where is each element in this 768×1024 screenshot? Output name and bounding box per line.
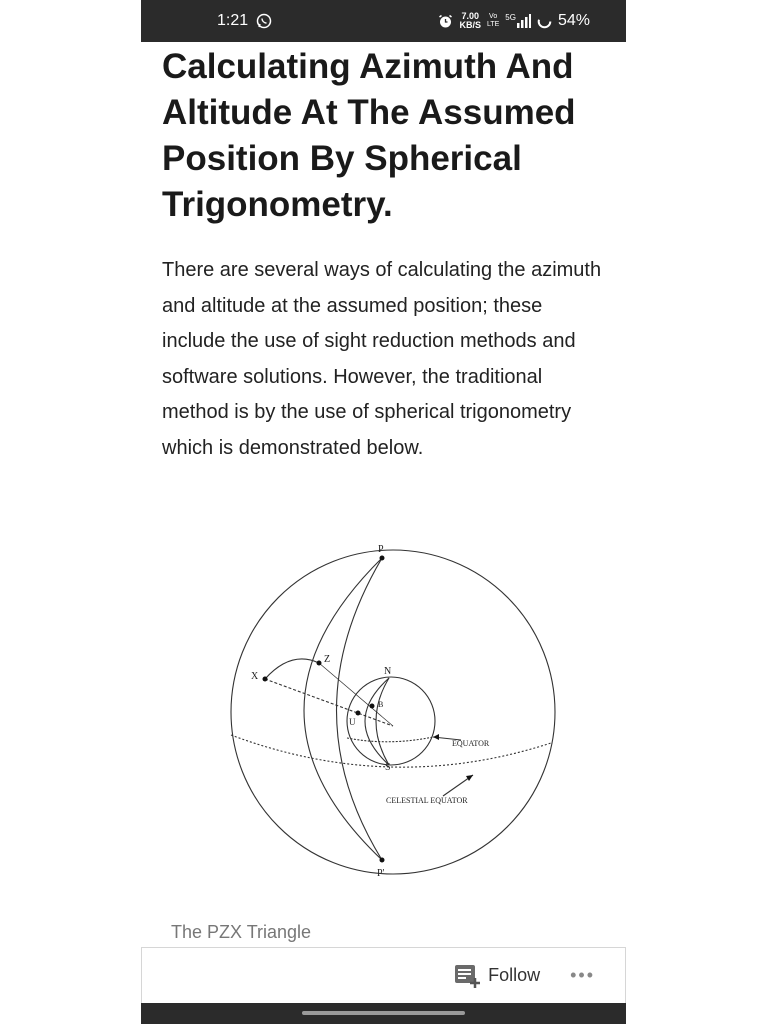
battery-icon	[537, 14, 552, 29]
point-p-prime	[380, 858, 385, 863]
label-equator: EQUATOR	[452, 739, 490, 748]
point-z	[317, 661, 322, 666]
network-speed-unit: KB/S	[459, 20, 481, 30]
signal-indicator	[505, 14, 531, 28]
article-paragraph: There are several ways of calculating the azimuth and altitude at the assumed position; these include the use of sight reduction methods and software solutions. However, the traditional method is by the use of spherical trigonometry which is demonstrated below.	[162, 259, 602, 459]
earth-meridian-1	[365, 678, 389, 765]
article-title: Calculating Azimuth And Altitude At The Assumed Position By Spherical Trigonometry.	[162, 47, 576, 224]
x-to-center-line	[265, 679, 393, 726]
label-p-prime: P'	[377, 868, 385, 879]
celestial-equator-arrowhead	[466, 775, 473, 781]
battery-percent: 54%	[557, 12, 590, 29]
earth-meridian-2	[376, 678, 389, 765]
label-z: Z	[324, 654, 331, 665]
point-u	[356, 711, 361, 716]
celestial-sphere-circle	[231, 550, 555, 874]
signal-icon	[517, 14, 531, 28]
bottom-action-bar	[141, 947, 626, 1003]
volte-top: Vo	[489, 13, 498, 20]
article-content	[162, 42, 607, 467]
more-options-button[interactable]: •••	[570, 965, 595, 985]
network-type: 5G	[505, 13, 516, 22]
alarm-icon	[438, 14, 453, 29]
label-x: X	[251, 671, 259, 682]
label-celestial-equator: CELESTIAL EQUATOR	[386, 796, 468, 805]
figure-caption: The PZX Triangle	[171, 922, 312, 942]
follow-icon	[454, 964, 480, 988]
point-x	[263, 677, 268, 682]
volte-indicator	[487, 13, 499, 29]
meridian-arc-outer	[304, 558, 382, 860]
equator-arrowhead	[433, 734, 439, 740]
point-b	[370, 704, 375, 709]
label-u: U	[349, 717, 356, 727]
point-p	[380, 556, 385, 561]
celestial-equator-curve	[231, 735, 551, 767]
earth-circle	[347, 677, 435, 765]
navigation-bar	[141, 1003, 626, 1024]
phone-screen	[141, 0, 626, 1024]
zx-arc	[265, 659, 319, 679]
label-p: P	[378, 544, 384, 555]
label-n: N	[384, 666, 392, 677]
follow-button[interactable]	[454, 964, 540, 988]
network-speed-value: 7.00	[461, 11, 479, 21]
whatsapp-icon	[256, 13, 272, 29]
home-indicator[interactable]	[302, 1011, 465, 1015]
network-speed	[459, 12, 481, 30]
earth-equator	[347, 737, 433, 742]
volte-bottom: LTE	[486, 21, 500, 28]
status-time: 1:21	[217, 12, 249, 29]
pzx-triangle-diagram	[221, 540, 561, 885]
follow-label: Follow	[488, 965, 541, 985]
label-b: B	[378, 700, 384, 709]
status-bar	[141, 0, 626, 42]
label-s: S	[385, 762, 391, 773]
